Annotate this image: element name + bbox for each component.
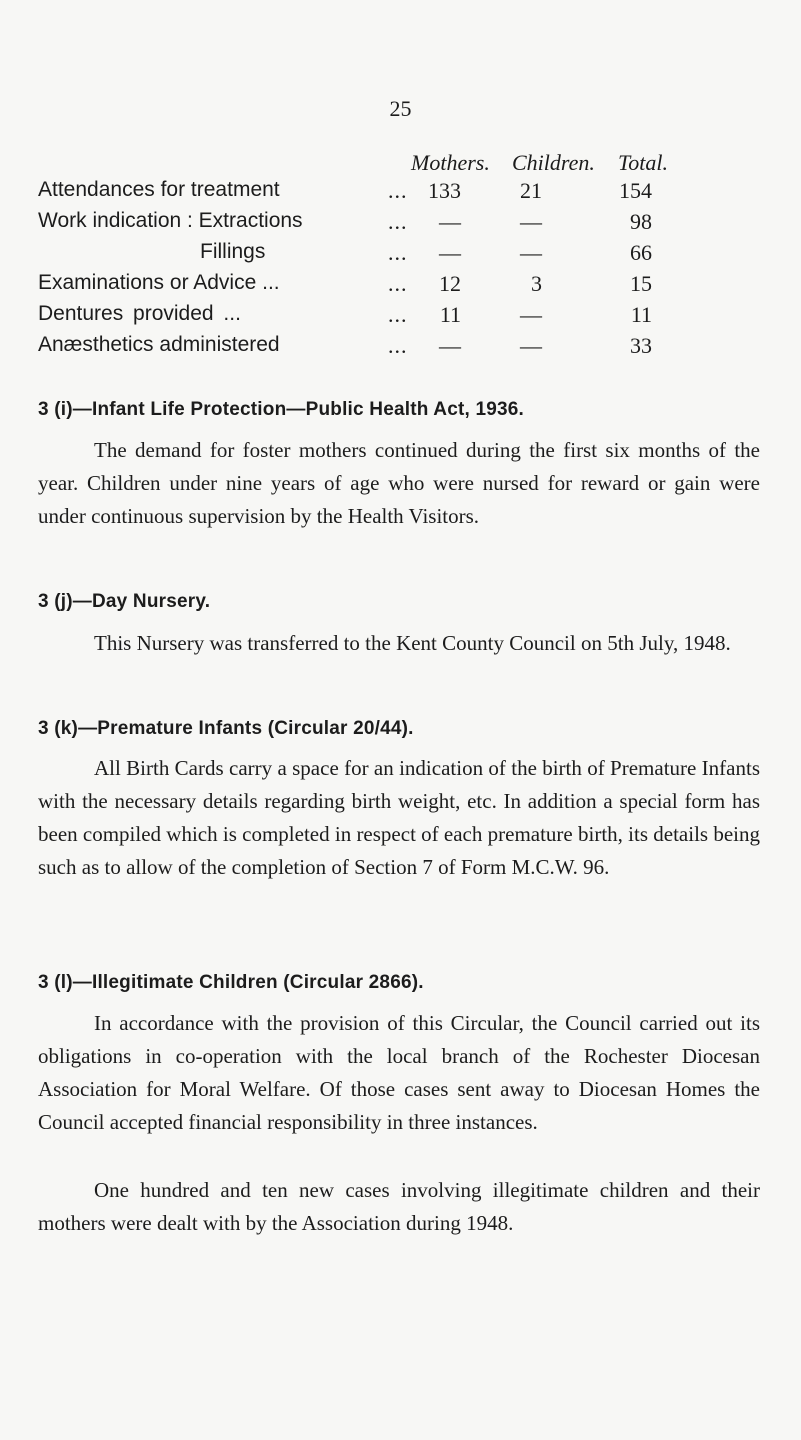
table-row (0, 302, 801, 332)
cell-mothers: 11 (439, 302, 461, 327)
cell-mothers: — (439, 240, 461, 265)
table-row (0, 178, 801, 208)
section-heading-premature-infants: 3 (k)—Premature Infants (Circular 20/44). (38, 718, 414, 739)
leader-dots: ... (388, 302, 408, 327)
section-heading-day-nursery: 3 (j)—Day Nursery. (38, 591, 211, 612)
row-label: Work indication : Extractions (38, 209, 303, 232)
row-label: Anæsthetics administered (38, 333, 280, 356)
row-label: Dentures provided ... (38, 302, 241, 325)
cell-total: 33 (630, 333, 652, 358)
paragraph-premature-infants: All Birth Cards carry a space for an indication of the birth of Premature Infants with the necessary details regarding birth weight, etc. In addition a special form has been compiled which is completed in respect of each premature birth, its details being such as to allow of the completion of Section 7 of Form M.C.W. 96. (38, 756, 760, 879)
row-label: Fillings (200, 240, 266, 263)
cell-total: 98 (630, 209, 652, 234)
cell-total: 11 (630, 302, 652, 327)
row-label: Attendances for treatment (38, 178, 280, 201)
paragraph-infant-life-protection: The demand for foster mothers continued during the first six months of the year. Children under nine years of age who were nursed for reward or gain were under continuous supervision by the Health Visitors. (38, 438, 760, 528)
cell-children: — (520, 302, 542, 327)
cell-children: 3 (531, 271, 542, 296)
paragraph-illegitimate-children-2: One hundred and ten new cases involving illegitimate children and their mothers were dealt with by the Association during 1948. (38, 1178, 760, 1235)
paragraph-illegitimate-children-1: In accordance with the provision of this Circular, the Council carried out its obligations in co-operation with the local branch of the Rochester Diocesan Association for Moral Welfare. Of those cases sent away to Diocesan Homes the Council accepted financial responsibility in three instances. (38, 1011, 760, 1134)
col-header-mothers: Mothers. (411, 150, 490, 175)
table-row (0, 209, 801, 239)
table-row (0, 333, 801, 363)
section-heading-infant-life-protection: 3 (i)—Infant Life Protection—Public Health Act, 1936. (38, 399, 525, 420)
col-header-children: Children. (512, 150, 595, 175)
table-row (0, 271, 801, 301)
paragraph-day-nursery: This Nursery was transferred to the Kent County Council on 5th July, 1948. (94, 631, 731, 655)
cell-children: — (520, 240, 542, 265)
cell-mothers: — (439, 333, 461, 358)
cell-total: 154 (619, 178, 652, 203)
row-label: Examinations or Advice ... (38, 271, 280, 294)
cell-total: 66 (630, 240, 652, 265)
cell-children: — (520, 333, 542, 358)
cell-children: — (520, 209, 542, 234)
cell-children: 21 (520, 178, 542, 203)
section-heading-illegitimate-children: 3 (l)—Illegitimate Children (Circular 2866). (38, 972, 424, 993)
leader-dots: ... (388, 178, 408, 203)
col-header-total: Total. (618, 150, 668, 175)
table-row (0, 240, 801, 270)
leader-dots: ... (388, 209, 408, 234)
leader-dots: ... (388, 271, 408, 296)
leader-dots: ... (388, 240, 408, 265)
leader-dots: ... (388, 333, 408, 358)
cell-mothers: — (439, 209, 461, 234)
page-number: 25 (389, 96, 412, 121)
cell-total: 15 (630, 271, 652, 296)
cell-mothers: 133 (428, 178, 461, 203)
cell-mothers: 12 (439, 271, 461, 296)
